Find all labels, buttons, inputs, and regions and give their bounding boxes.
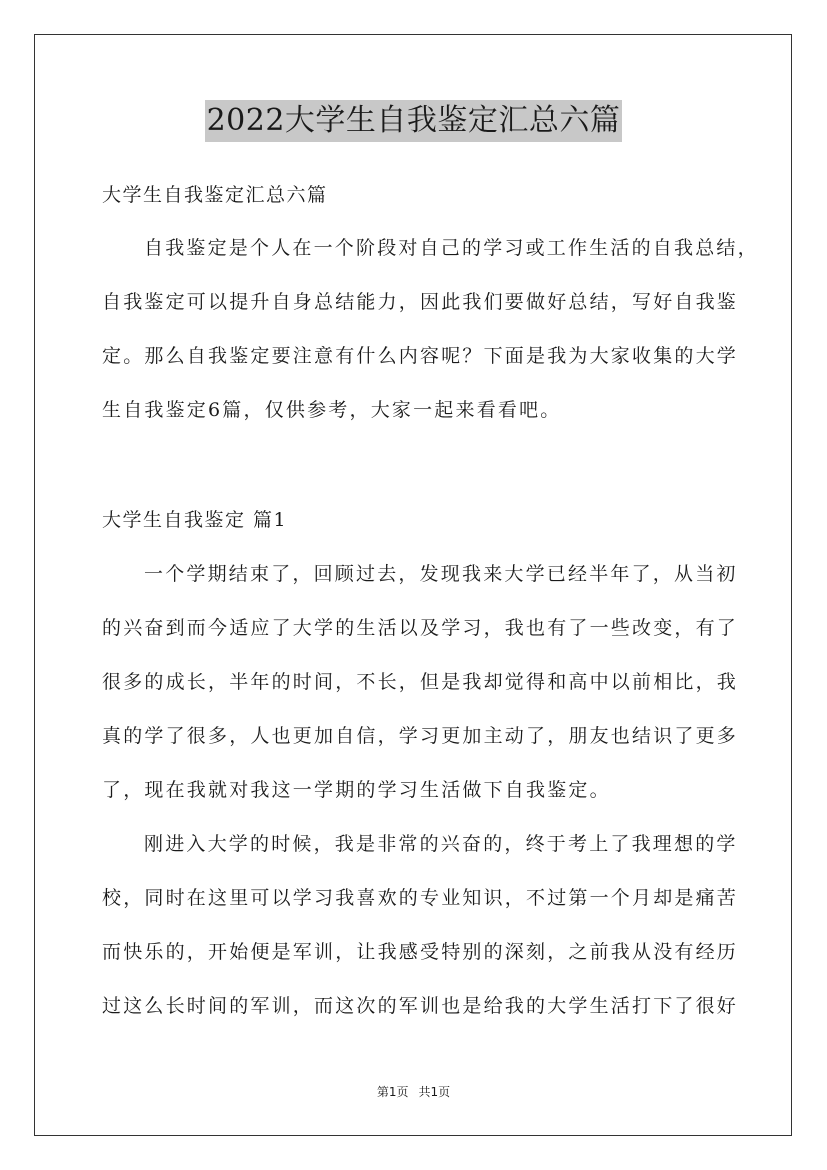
document-title: 2022大学生自我鉴定汇总六篇 [205, 100, 623, 142]
para2-line-4: 过这么长时间的军训，而这次的军训也是给我的大学生活打下了很好 [102, 995, 739, 1017]
para1-line-3: 很多的成长，半年的时间，不长，但是我却觉得和高中以前相比，我 [102, 671, 739, 693]
para1-line-4: 真的学了很多，人也更加自信，学习更加主动了，朋友也结识了更多 [102, 725, 739, 747]
para1-line-5: 了，现在我就对我这一学期的学习生活做下自我鉴定。 [102, 779, 611, 801]
intro-line-1: 自我鉴定是个人在一个阶段对自己的学习或工作生活的自我总结， [144, 237, 759, 259]
para2-line-2: 校，同时在这里可以学习我喜欢的专业知识，不过第一个月却是痛苦 [102, 887, 739, 909]
intro-line-2: 自我鉴定可以提升自身总结能力，因此我们要做好总结，写好自我鉴 [102, 291, 739, 313]
section-heading-1: 大学生自我鉴定 篇1 [102, 509, 288, 531]
para2-line-1: 刚进入大学的时候，我是非常的兴奋的，终于考上了我理想的学 [144, 833, 738, 855]
title-container [0, 100, 827, 142]
page-footer [0, 1084, 827, 1100]
page-total: 共1页 [418, 1085, 451, 1099]
para2-line-3: 而快乐的，开始便是军训，让我感受特别的深刻，之前我从没有经历 [102, 941, 739, 963]
para1-line-2: 的兴奋到而今适应了大学的生活以及学习，我也有了一些改变，有了 [102, 617, 739, 639]
intro-line-3: 定。那么自我鉴定要注意有什么内容呢？下面是我为大家收集的大学 [102, 345, 739, 367]
intro-line-4: 生自我鉴定6篇，仅供参考，大家一起来看看吧。 [102, 399, 562, 421]
document-subtitle: 大学生自我鉴定汇总六篇 [102, 184, 328, 206]
page-number: 第1页 [376, 1085, 409, 1099]
para1-line-1: 一个学期结束了，回顾过去，发现我来大学已经半年了，从当初 [144, 563, 738, 585]
